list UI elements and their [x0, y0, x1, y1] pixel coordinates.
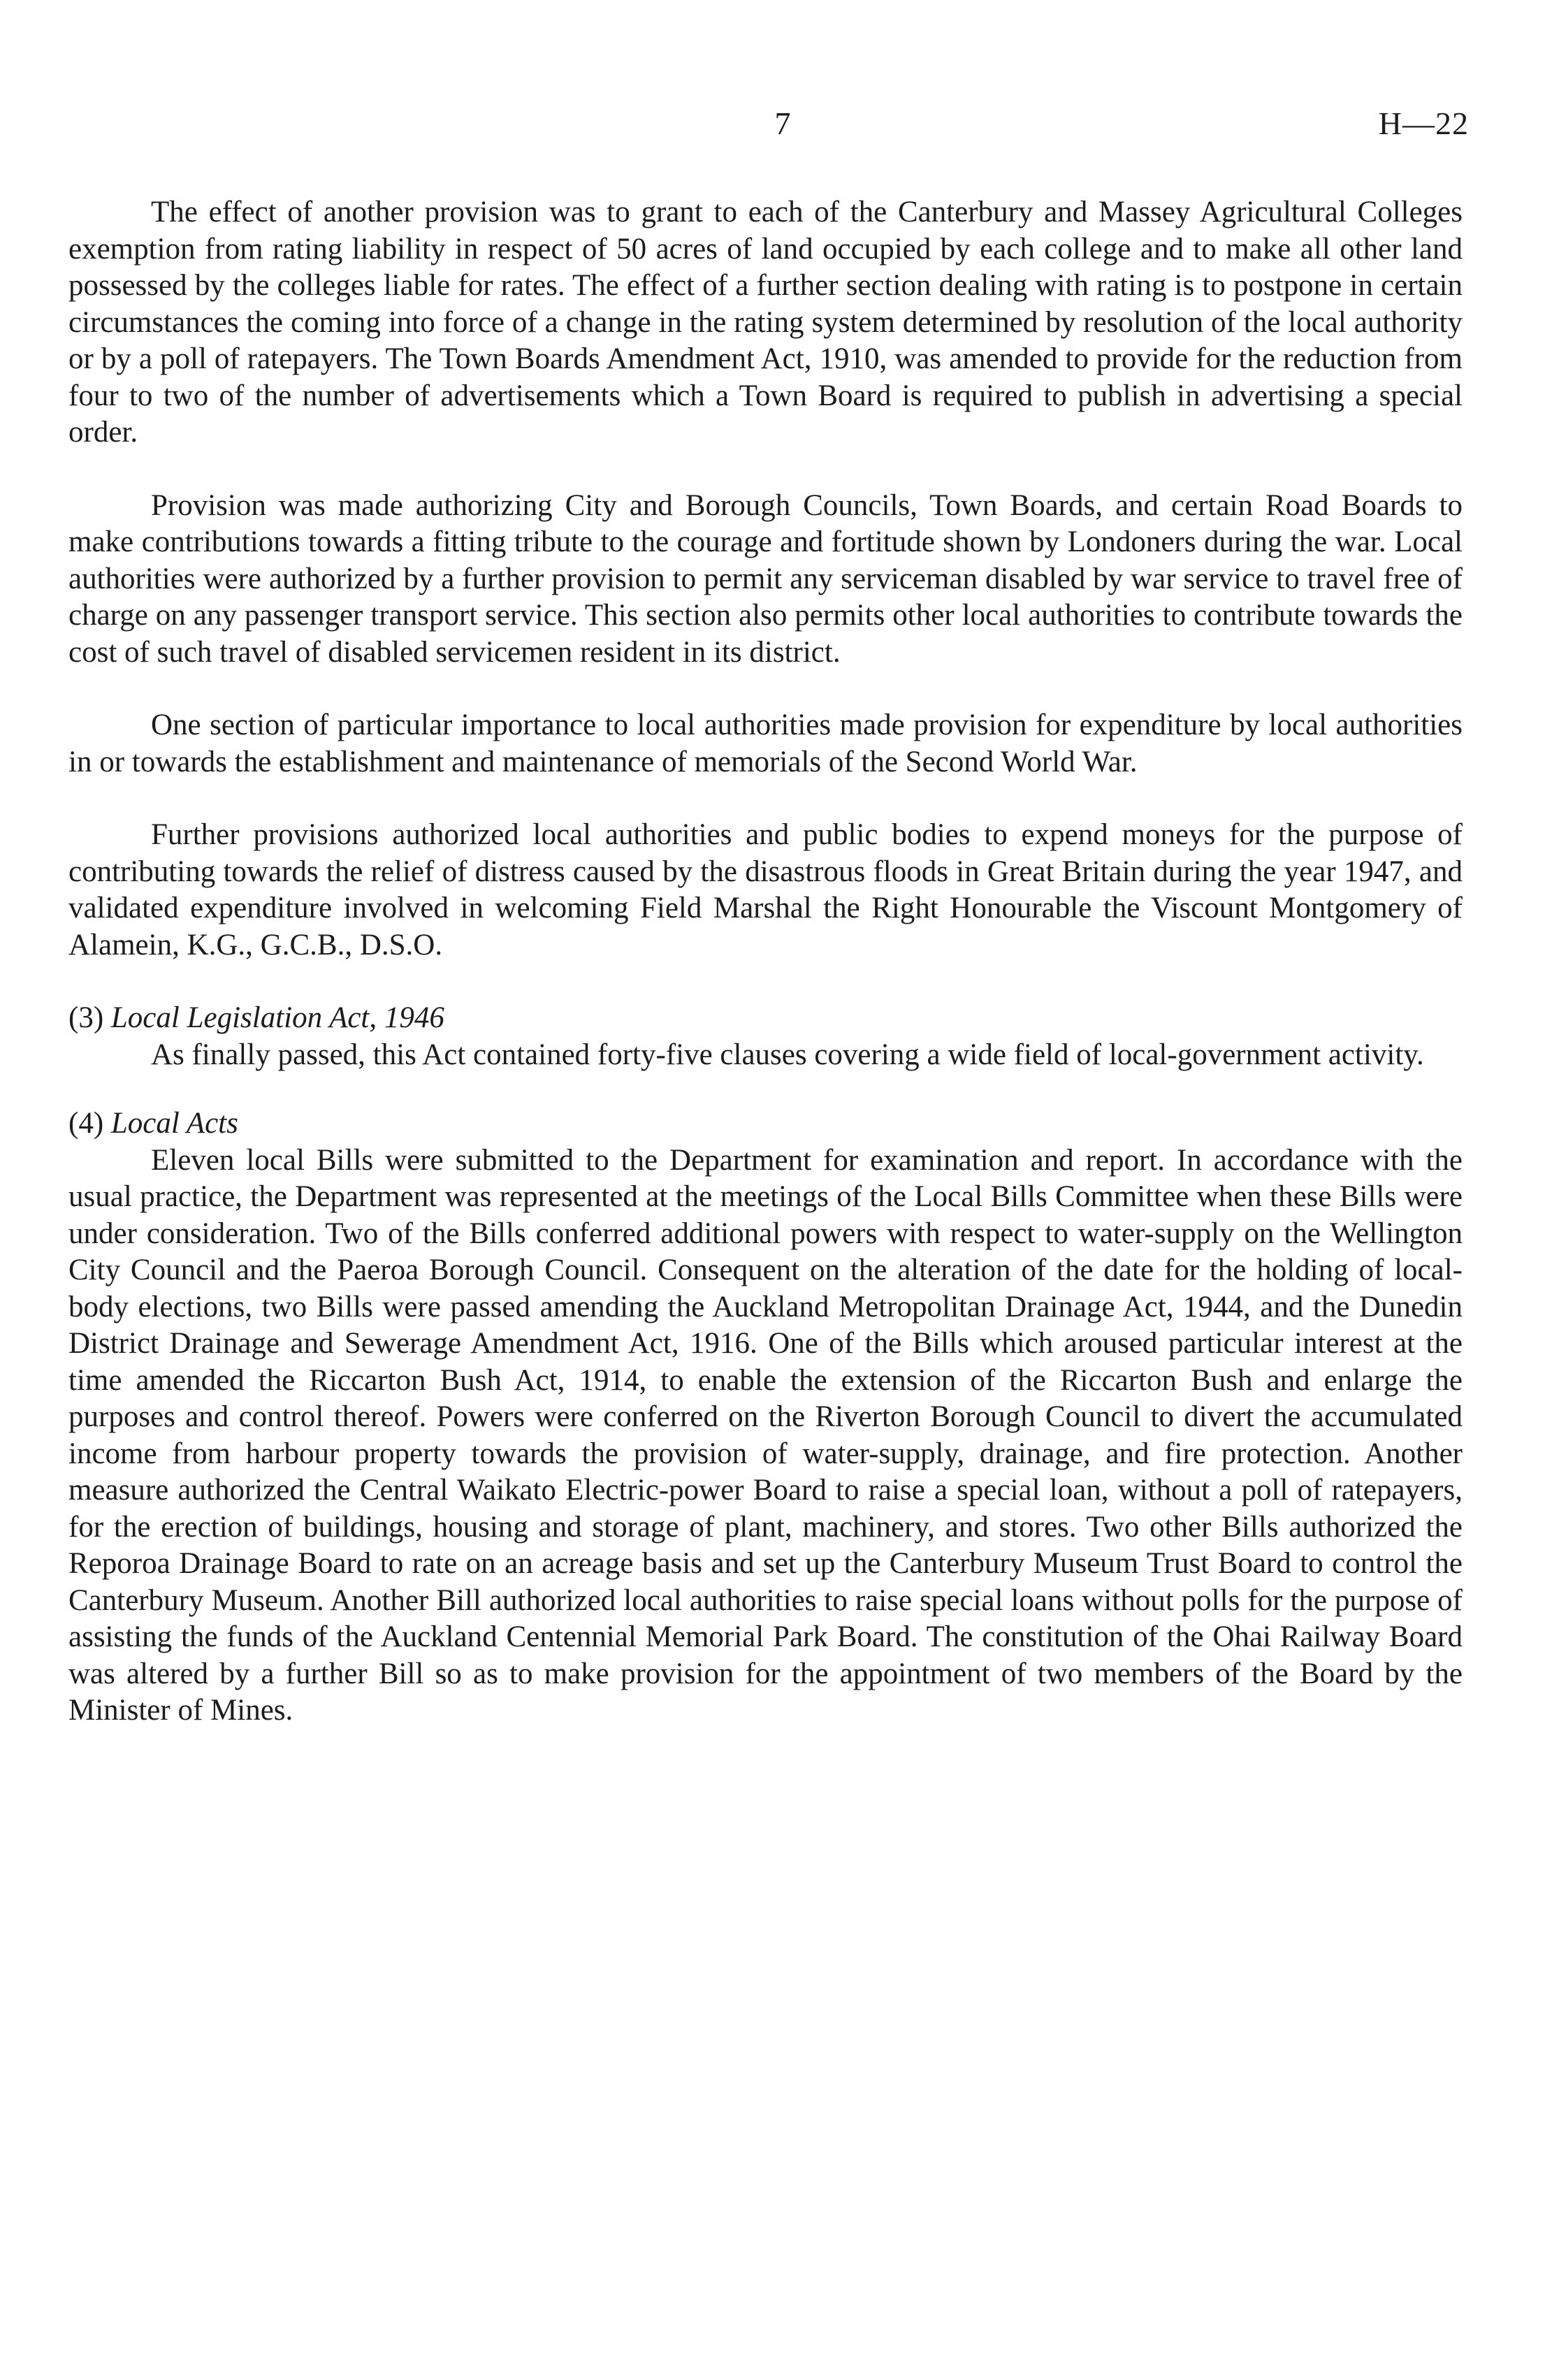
- paragraph-flood-relief: Further provisions authorized local authorities and public bodies to expend moneys for the purpose of contributing towards the relief of distress caused by the disastrous floods in Great Britain during the year 1947, and validated expenditure involved in welcoming Field Marshal the Right Honourable the Viscount Montgomery of Alamein, K.G., G.C.B., D.S.O.: [68, 818, 1463, 962]
- section-number: (3): [68, 1001, 104, 1034]
- paragraph-contributions: Provision was made authorizing City and Borough Councils, Town Boards, and certain Road Boards to make contributions towards a fitting tribute to the courage and fortitude shown by Londoners during the war. Local authorities were authorized by a further provision to permit any serviceman disabled by war service to travel free of charge on any passenger transport service. This section also permits other local authorities to contribute towards the cost of such travel of disabled servicemen resident in its district.: [68, 488, 1463, 669]
- paragraph-local-legislation-act: As finally passed, this Act contained forty-five clauses covering a wide field of local-government activity.: [151, 1038, 1424, 1071]
- section-title: Local Legislation Act, 1946: [110, 1001, 444, 1034]
- document-body: [68, 194, 1463, 1766]
- section-number: (4): [68, 1107, 104, 1140]
- document-reference: H—22: [1378, 106, 1469, 141]
- paragraph-rating-exemption: The effect of another provision was to grant to each of the Canterbury and Massey Agricultural Colleges exemption from rating liability in respect of 50 acres of land occupied by each college and to make all other land possessed by the colleges liable for rates. The effect of a further section dealing with rating is to postpone in certain circumstances the coming into force of a change in the rating system determined by resolution of the local authority or by a poll of ratepayers. The Town Boards Amendment Act, 1910, was amended to provide for the reduction from four to two of the number of advertisements which a Town Board is required to publish in advertising a special order.: [68, 196, 1463, 449]
- page-number: 7: [774, 106, 791, 141]
- section-title: Local Acts: [110, 1107, 238, 1140]
- section-heading-local-acts: [68, 1105, 1463, 1142]
- paragraph-local-acts: Eleven local Bills were submitted to the Department for examination and report. In accordance with the usual practice, the Department was represented at the meetings of the Local Bills Committee when these Bills were under consideration. Two of the Bills conferred additional powers with respect to water-supply on the Wellington City Council and the Paeroa Borough Council. Consequent on the alteration of the date for the holding of local-body elections, two Bills were passed amending the Auckland Metropolitan Drainage Act, 1944, and the Dunedin District Drainage and Sewerage Amendment Act, 1916. One of the Bills which aroused particular interest at the time amended the Riccarton Bush Act, 1914, to enable the extension of the Riccarton Bush and enlarge the purposes and control thereof. Powers were conferred on the Riverton Borough Council to divert the accumulated income from harbour property towards the provision of water-supply, drainage, and fire protection. Another measure authorized the Central Waikato Electric-power Board to raise a special loan, without a poll of ratepayers, for the erection of buildings, housing and storage of plant, machinery, and stores. Two other Bills authorized the Reporoa Drainage Board to rate on an acreage basis and set up the Canterbury Museum Trust Board to control the Canterbury Museum. Another Bill authorized local authorities to raise special loans without polls for the purpose of assisting the funds of the Auckland Centennial Memorial Park Board. The constitution of the Ohai Railway Board was altered by a further Bill so as to make provision for the appointment of two members of the Board by the Minister of Mines.: [68, 1143, 1463, 1727]
- page-header: [0, 105, 1545, 154]
- section-heading-local-legislation-act: [68, 1000, 1463, 1037]
- paragraph-war-memorials: One section of particular importance to local authorities made provision for expenditure by local authorities in or towards the establishment and maintenance of memorials of the Second World War.: [68, 709, 1463, 778]
